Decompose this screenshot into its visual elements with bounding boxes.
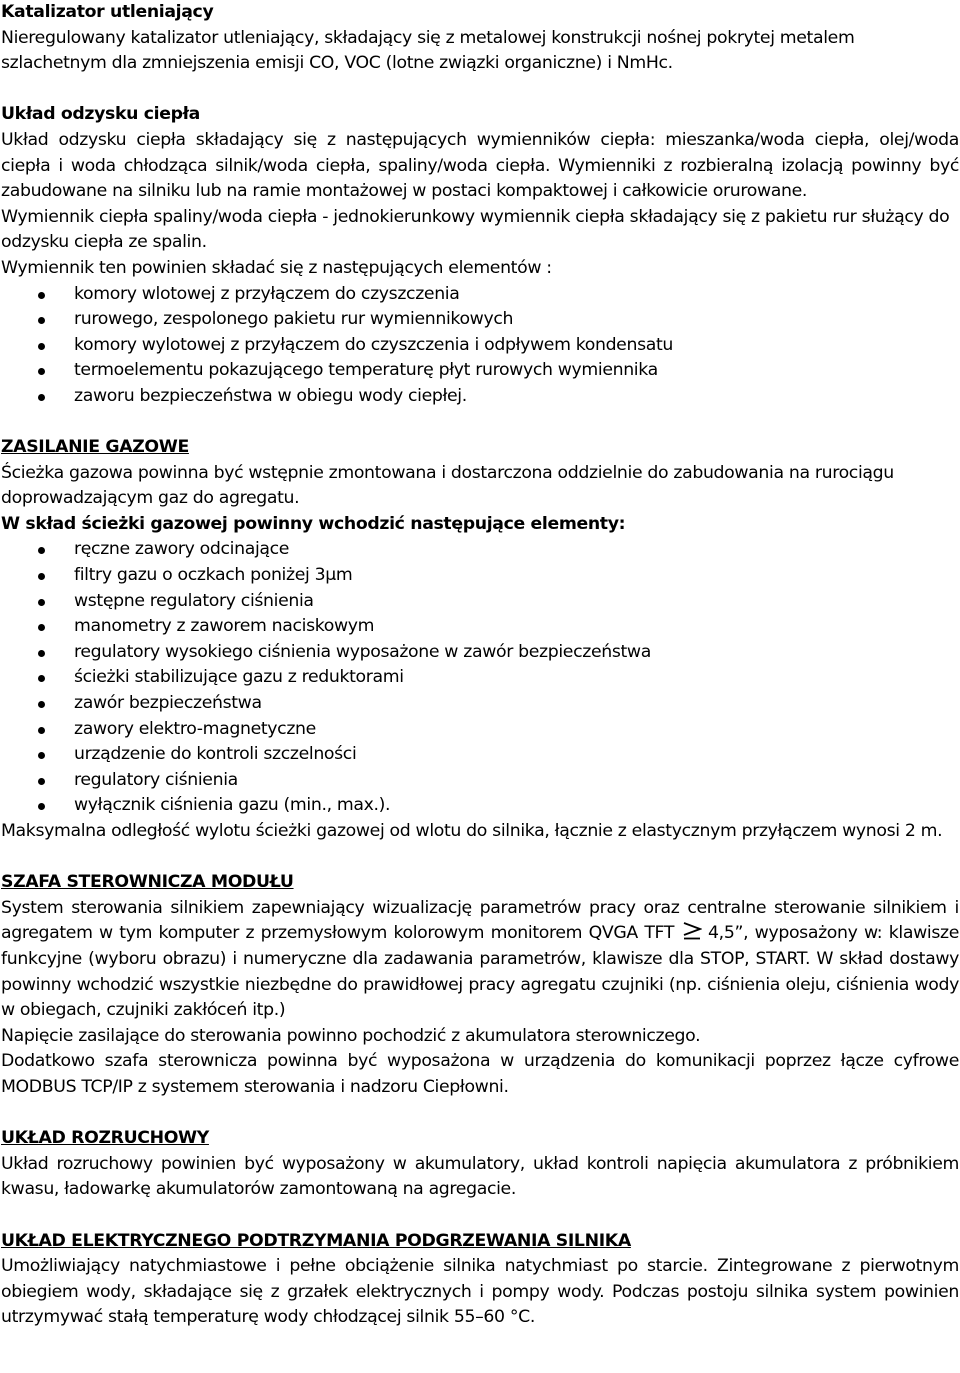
bullet-icon <box>38 778 45 785</box>
heat-recovery-paragraph-2: Wymiennik ciepła spaliny/woda ciepła - jednokierunkowy wymiennik ciepła składający się z pakietu rur służący do odzysku ciepła ze spalin. <box>1 206 950 253</box>
catalyst-paragraph: Nieregulowany katalizator utleniający, składający się z metalowej konstrukcji nośnej pokrytej metalem szlachetnym dla zmniejszenia emisji CO, VOC (lotne związki organiczne) i NmHc. <box>1 27 855 74</box>
bullet-icon <box>38 317 45 324</box>
list-item <box>1 358 959 384</box>
spacer <box>1 77 959 103</box>
list-item <box>1 589 959 615</box>
list-item-text: regulatory wysokiego ciśnienia wyposażone w zawór bezpieczeństwa <box>74 641 651 662</box>
list-item-text: regulatory ciśnienia <box>74 769 238 790</box>
bullet-icon <box>38 394 45 401</box>
list-item <box>1 282 959 308</box>
list-item <box>1 537 959 563</box>
control-cabinet-text-b: 4,5”, wyposażony w: klawisze funkcyjne (wyboru obrazu) i numeryczne dla zadawania parametrów, klawisze dla STOP, START. W skład dostawy powinny wchodzić wszystkie niezbędne do prawidłowej pracy agregatu czujniki (np. ciśnienia oleju, ciśnienia wody w obiegach, czujniki zakłóceń itp.) <box>1 923 959 1021</box>
bullet-icon <box>38 599 45 606</box>
control-cabinet-paragraph-2: Napięcie zasilające do sterowania powinno pochodzić z akumulatora sterowniczego. <box>1 1025 701 1046</box>
bullet-icon <box>38 752 45 759</box>
list-item-text: urządzenie do kontroli szczelności <box>74 744 357 765</box>
spacer <box>1 1101 959 1127</box>
list-item-text: termoelementu pokazującego temperaturę płyt rurowych wymiennika <box>74 360 658 381</box>
list-item <box>1 768 959 794</box>
spacer <box>1 845 959 871</box>
list-item-text: ścieżki stabilizujące gazu z reduktorami <box>74 667 404 688</box>
starting-system-paragraph: Układ rozruchowy powinien być wyposażony w akumulatory, układ kontroli napięcia akumulatora z próbnikiem kwasu, ładowarkę akumulatorów zamontowaną na agregacie. <box>1 1153 959 1200</box>
heat-recovery-paragraph-1: Układ odzysku ciepła składający się z następujących wymienników ciepła: mieszanka/woda ciepła, olej/woda ciepła i woda chłodząca silnik/woda ciepła, spaliny/woda ciepła. Wymienniki z rozbieralną izolacją powinny być zabudowane na silniku lub na ramie montażowej w postaci kompaktowej i całkowicie orurowane. <box>1 129 959 202</box>
list-item-text: wstępne regulatory ciśnienia <box>74 590 314 611</box>
heat-recovery-paragraph-3: Wymiennik ten powinien składać się z następujących elementów : <box>1 257 552 278</box>
bullet-icon <box>38 675 45 682</box>
section-title-electric-heating: UKŁAD ELEKTRYCZNEGO PODTRZYMANIA PODGRZEWANIA SILNIKA <box>1 1230 631 1251</box>
gas-path-elements-list <box>1 537 959 819</box>
list-item-text: komory wlotowej z przyłączem do czyszczenia <box>74 283 460 304</box>
list-item-text: komory wylotowej z przyłączem do czyszczenia i odpływem kondensatu <box>74 334 673 355</box>
list-item-text: manometry z zaworem naciskowym <box>74 616 375 637</box>
spacer <box>1 1203 959 1229</box>
bullet-icon <box>38 292 45 299</box>
list-item <box>1 640 959 666</box>
spacer <box>1 410 959 436</box>
control-cabinet-paragraph-1 <box>1 896 959 1024</box>
heat-exchanger-elements-list <box>1 282 959 410</box>
bullet-icon <box>38 547 45 554</box>
section-title-starting-system: UKŁAD ROZRUCHOWY <box>1 1128 209 1149</box>
gas-supply-paragraph-2: Maksymalna odległość wylotu ścieżki gazowej od wlotu do silnika, łącznie z elastycznym przyłączem wynosi 2 m. <box>1 821 943 841</box>
bullet-icon <box>38 573 45 580</box>
bullet-icon <box>38 368 45 375</box>
list-item <box>1 307 959 333</box>
gas-path-subtitle: W skład ścieżki gazowej powinny wchodzić następujące elementy: <box>1 513 626 534</box>
section-title-control-cabinet: SZAFA STEROWNICZA MODUŁU <box>1 872 294 893</box>
list-item-text: ręczne zawory odcinające <box>74 539 290 560</box>
control-cabinet-text-a: System sterowania silnikiem zapewniający wizualizację parametrów pracy oraz centralne sterowanie silnikiem i agregatem w tym komputer z przemysłowym kolorowym monitorem QVGA TFT <box>1 897 959 944</box>
section-title-catalyst: Katalizator utleniający <box>1 2 214 22</box>
bullet-icon <box>38 624 45 631</box>
list-item <box>1 665 959 691</box>
list-item <box>1 563 959 589</box>
bullet-icon <box>38 650 45 657</box>
list-item <box>1 384 959 410</box>
bullet-icon <box>38 343 45 350</box>
list-item-text: rurowego, zespolonego pakietu rur wymiennikowych <box>74 309 514 330</box>
list-item-text: zaworu bezpieczeństwa w obiegu wody ciepłej. <box>74 385 467 406</box>
list-item <box>1 717 959 743</box>
electric-heating-paragraph: Umożliwiający natychmiastowe i pełne obciążenie silnika natychmiast po starcie. Zintegrowane z pierwotnym obiegiem wody, składające się z grzałek elektrycznych i pompy wody. Podczas postoju silnika system powinien utrzymywać stałą temperaturę wody chłodzącej silnik 55–60 °C. <box>1 1256 959 1328</box>
bullet-icon <box>38 727 45 734</box>
list-item <box>1 691 959 717</box>
control-cabinet-paragraph-3: Dodatkowo szafa sterownicza powinna być wyposażona w urządzenia do komunikacji poprzez łącze cyfrowe MODBUS TCP/IP z systemem sterowania i nadzoru Ciepłowni. <box>1 1051 959 1097</box>
list-item-text: zawór bezpieczeństwa <box>74 693 262 714</box>
list-item <box>1 793 959 819</box>
list-item-text: zawory elektro-magnetyczne <box>74 718 316 739</box>
greater-or-equal-icon <box>682 922 702 940</box>
gas-supply-paragraph-1: Ścieżka gazowa powinna być wstępnie zmontowana i dostarczona oddzielnie do zabudowania na rurociągu doprowadzającym gaz do agregatu. <box>1 462 894 509</box>
bullet-icon <box>38 701 45 708</box>
list-item <box>1 614 959 640</box>
list-item-text: wyłącznik ciśnienia gazu (min., max.). <box>74 795 391 816</box>
section-title-heat-recovery: Układ odzysku ciepła <box>1 104 200 125</box>
list-item <box>1 333 959 359</box>
list-item-text: filtry gazu o oczkach poniżej 3μm <box>74 565 353 586</box>
section-title-gas-supply: ZASILANIE GAZOWE <box>1 437 189 458</box>
list-item <box>1 742 959 768</box>
bullet-icon <box>38 803 45 810</box>
